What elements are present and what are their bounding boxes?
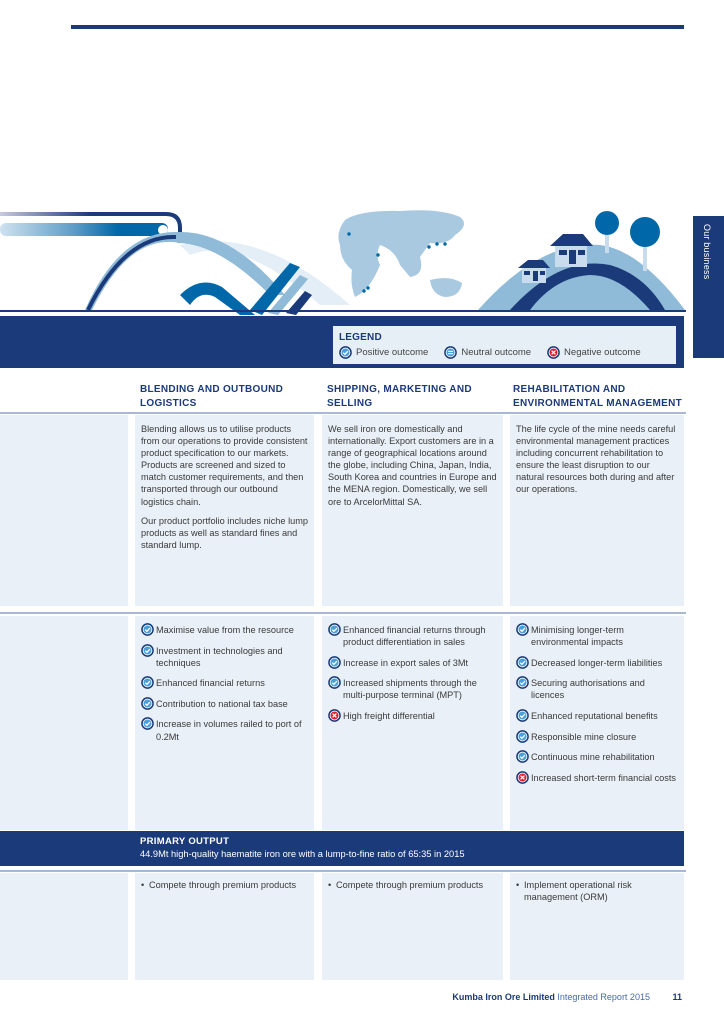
outcomes-cell-blending: [135, 616, 314, 830]
divider: [0, 612, 686, 614]
outcome-label: Enhanced financial returns through product differentiation in sales: [343, 625, 486, 648]
negative-outcome-icon: [516, 771, 529, 784]
row-label-cell: [0, 415, 128, 606]
description-cell-blending: Blending allows us to utilise products from our operations to provide consistent product specification to our markets. Products are screened and sized to match customer requirements, and then transported through our outbound logistics chain. Our product portfolio includes niche lump products as well as standard fines and standard lump.: [135, 415, 314, 606]
footer-company: Kumba Iron Ore Limited: [452, 992, 555, 1002]
outcome-label: Increase in export sales of 3Mt: [343, 657, 469, 668]
strategy-item: • Compete through premium products: [141, 879, 308, 891]
outcome-item: [141, 698, 308, 710]
section-tab[interactable]: [693, 216, 724, 358]
positive-outcome-icon: [339, 346, 352, 359]
outcome-label: Minimising longer-term environmental impacts: [531, 625, 624, 648]
outcome-item: [516, 657, 678, 669]
outcome-label: Maximise value from the resource: [156, 625, 294, 635]
outcome-label: High freight differential: [343, 710, 435, 721]
outcomes-list: [135, 616, 314, 743]
outcome-item: [141, 718, 308, 742]
outcome-label: Decreased longer-term liabilities: [531, 657, 663, 668]
negative-outcome-icon: [328, 709, 341, 722]
house-icon: [518, 260, 550, 283]
positive-outcome-icon: [141, 644, 154, 657]
footer-report: Integrated Report 2015: [557, 992, 650, 1002]
house-icon: [550, 234, 593, 267]
positive-outcome-icon: [516, 750, 529, 763]
outcome-item: [516, 772, 678, 784]
positive-outcome-icon: [141, 676, 154, 689]
outcome-label: Continuous mine rehabilitation: [531, 752, 655, 763]
outcome-label: Contribution to national tax base: [156, 698, 288, 709]
strategy-cell-rehabilitation: [510, 873, 684, 980]
column-heading-shipping: SHIPPING, MARKETING AND SELLING: [327, 384, 472, 409]
value-chain-illustration: [0, 205, 690, 315]
negative-outcome-icon: [547, 346, 560, 359]
world-map-icon: [338, 210, 464, 297]
positive-outcome-icon: [516, 656, 529, 669]
column-heading-rehabilitation: REHABILITATION AND ENVIRONMENTAL MANAGEMENT: [513, 384, 683, 409]
outcomes-cell-shipping: [322, 616, 503, 830]
outcome-label: Enhanced reputational benefits: [531, 710, 658, 721]
neutral-outcome-icon: [444, 346, 457, 359]
outcome-label: Securing authorisations and licences: [531, 678, 645, 701]
strategy-cell-shipping: [322, 873, 503, 980]
outcome-item: [516, 624, 678, 648]
row-label-cell: [0, 873, 128, 980]
primary-output-value: 44.9Mt high-quality haematite iron ore with a lump-to-fine ratio of 65:35 in 2015: [140, 849, 465, 859]
top-rule: [71, 25, 684, 29]
column-heading-blending: BLENDING AND OUTBOUND LOGISTICS: [140, 384, 284, 409]
positive-outcome-icon: [516, 676, 529, 689]
legend-item-negative: Negative outcome: [547, 346, 641, 359]
page-footer: [452, 992, 682, 1002]
divider: [0, 870, 686, 872]
positive-outcome-icon: [328, 656, 341, 669]
strategy-item: • Compete through premium products: [328, 879, 497, 891]
positive-outcome-icon: [516, 623, 529, 636]
legend-item-positive: Positive outcome: [339, 346, 428, 359]
strategy-item: • Implement operational risk management (ORM): [516, 879, 678, 903]
legend-title: LEGEND: [339, 332, 382, 343]
outcome-item: [328, 657, 497, 669]
outcome-label: Enhanced financial returns: [156, 678, 265, 689]
positive-outcome-icon: [141, 717, 154, 730]
legend: [333, 326, 676, 364]
outcomes-cell-rehabilitation: [510, 616, 684, 830]
outcome-item: [516, 751, 678, 763]
positive-outcome-icon: [328, 676, 341, 689]
outcome-item: [328, 624, 497, 648]
outcome-item: [328, 710, 497, 722]
outcome-label: Increased short-term financial costs: [531, 772, 677, 783]
row-label-cell: [0, 616, 128, 830]
outcome-label: Responsible mine closure: [531, 731, 637, 742]
positive-outcome-icon: [516, 730, 529, 743]
outcome-item: [141, 624, 308, 636]
outcome-label: Increase in volumes railed to port of 0.2Mt: [156, 719, 302, 742]
positive-outcome-icon: [328, 623, 341, 636]
legend-item-neutral: Neutral outcome: [444, 346, 531, 359]
primary-output-title: PRIMARY OUTPUT: [140, 836, 230, 847]
outcomes-list: [510, 616, 684, 784]
outcome-label: Investment in technologies and techniques: [156, 645, 283, 668]
outcome-item: [141, 645, 308, 669]
positive-outcome-icon: [141, 623, 154, 636]
section-tab-label: Our business: [702, 224, 712, 280]
divider: [0, 412, 686, 414]
outcome-item: [328, 677, 497, 701]
positive-outcome-icon: [516, 709, 529, 722]
outcome-item: [516, 677, 678, 701]
outcome-item: [141, 677, 308, 689]
outcome-item: [516, 731, 678, 743]
page-number: 11: [672, 992, 682, 1002]
description-cell-shipping: We sell iron ore domestically and internationally. Export customers are in a range of geographical locations around the globe, including China, Japan, India, South Korea and countries in Europe and the MENA region. Domestically, we sell ore to ArcelorMittal SA.: [322, 415, 503, 606]
strategy-cell-blending: [135, 873, 314, 980]
outcome-label: Increased shipments through the multi-purpose terminal (MPT): [343, 678, 477, 701]
outcome-item: [516, 710, 678, 722]
positive-outcome-icon: [141, 697, 154, 710]
primary-output-band: [0, 831, 684, 866]
outcomes-list: [322, 616, 503, 722]
description-cell-rehabilitation: The life cycle of the mine needs careful environmental management practices including concurrent rehabilitation to ensure the least disruption to our natural resources both during and after our operations.: [510, 415, 684, 606]
